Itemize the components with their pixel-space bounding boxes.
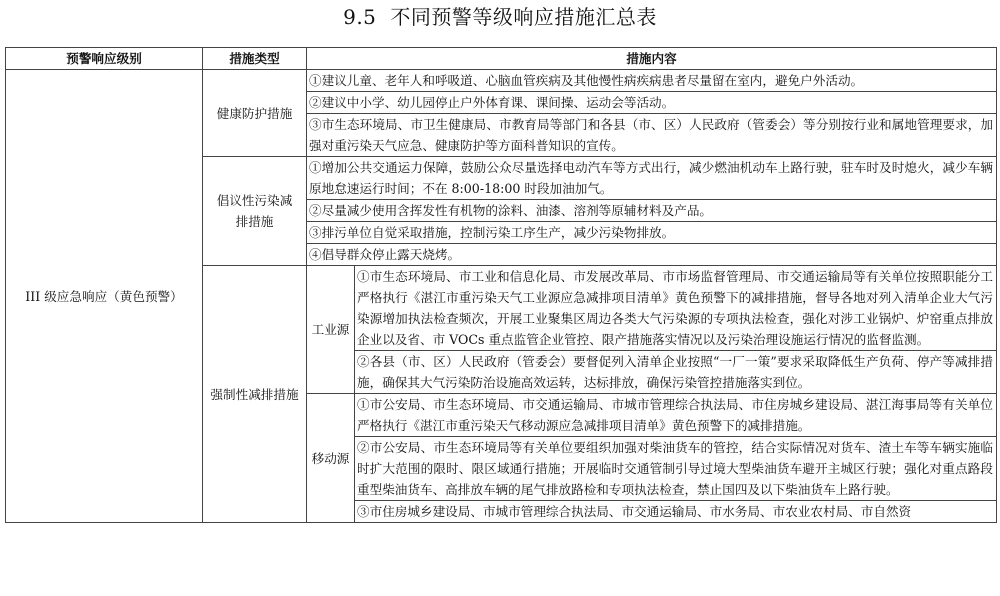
source-industrial: 工业源 — [307, 266, 355, 394]
measure-type-voluntary: 倡议性污染减排措施 — [203, 157, 307, 266]
table-header-row — [6, 48, 997, 70]
section-title-text: 不同预警等级响应措施汇总表 — [390, 5, 657, 29]
voluntary-item-1: ①增加公共交通运力保障，鼓励公众尽量选择电动汽车等方式出行，减少燃油机动车上路行驶，驻车时及时熄火，减少车辆原地怠速运行时间；不在 8:00-18:00 时段加油加气。 — [307, 157, 997, 200]
table-row — [6, 70, 997, 92]
measure-type-health: 健康防护措施 — [203, 70, 307, 157]
industrial-item-2: ②各县（市、区）人民政府（管委会）要督促列入清单企业按照“一厂一策”要求采取降低生产负荷、停产等减排措施，确保其大气污染防治设施高效运转，达标排放，确保污染管控措施落实到位。 — [355, 351, 997, 394]
industrial-item-1: ①市生态环境局、市工业和信息化局、市发展改革局、市市场监督管理局、市交通运输局等有关单位按照职能分工严格执行《湛江市重污染天气工业源应急减排项目清单》黄色预警下的减排措施，督导各地对列入清单企业大气污染源增加执法检查频次，开展工业聚集区周边各类大气污染源的专项执法检查，强化对涉工业锅炉、炉窑重点排放企业以及省、市 VOCs 重点监管企业管控、限产措施落实情况以及污染治理设施运行情况的监督监测。 — [355, 266, 997, 351]
response-level-cell: III 级应急响应（黄色预警） — [6, 70, 203, 523]
mobile-item-2: ②市公安局、市生态环境局等有关单位要组织加强对柴油货车的管控，结合实际情况对货车、渣土车等车辆实施临时扩大范围的限时、限区域通行措施；开展临时交通管制引导过境大型柴油货车避开主城区行驶；强化对重点路段重型柴油货车、高排放车辆的尾气排放路检和专项执法检查，禁止国四及以下柴油货车上路行驶。 — [355, 437, 997, 501]
health-item-3: ③市生态环境局、市卫生健康局、市教育局等部门和各县（市、区）人民政府（管委会）等分别按行业和属地管理要求，加强对重污染天气应急、健康防护等方面科普知识的宣传。 — [307, 114, 997, 157]
header-response-level: 预警响应级别 — [6, 48, 203, 70]
response-measures-table — [5, 47, 997, 523]
voluntary-item-3: ③排污单位自觉采取措施，控制污染工序生产，减少污染物排放。 — [307, 222, 997, 244]
health-item-2: ②建议中小学、幼儿园停止户外体育课、课间操、运动会等活动。 — [307, 92, 997, 114]
header-measure-type: 措施类型 — [203, 48, 307, 70]
source-mobile: 移动源 — [307, 394, 355, 523]
voluntary-item-2: ②尽量减少使用含挥发性有机物的涂料、油漆、溶剂等原辅材料及产品。 — [307, 200, 997, 222]
section-number: 9.5 — [343, 5, 377, 29]
header-measure-content: 措施内容 — [307, 48, 997, 70]
health-item-1: ①建议儿童、老年人和呼吸道、心脑血管疾病及其他慢性病疾病患者尽量留在室内，避免户外活动。 — [307, 70, 997, 92]
mobile-item-1: ①市公安局、市生态环境局、市交通运输局、市城市管理综合执法局、市住房城乡建设局、湛江海事局等有关单位严格执行《湛江市重污染天气移动源应急减排项目清单》黄色预警下的减排措施。 — [355, 394, 997, 437]
voluntary-item-4: ④倡导群众停止露天烧烤。 — [307, 244, 997, 266]
mobile-item-3: ③市住房城乡建设局、市城市管理综合执法局、市交通运输局、市水务局、市农业农村局、市自然资 — [355, 501, 997, 523]
section-title — [0, 0, 1000, 38]
measure-type-mandatory: 强制性减排措施 — [203, 266, 307, 523]
